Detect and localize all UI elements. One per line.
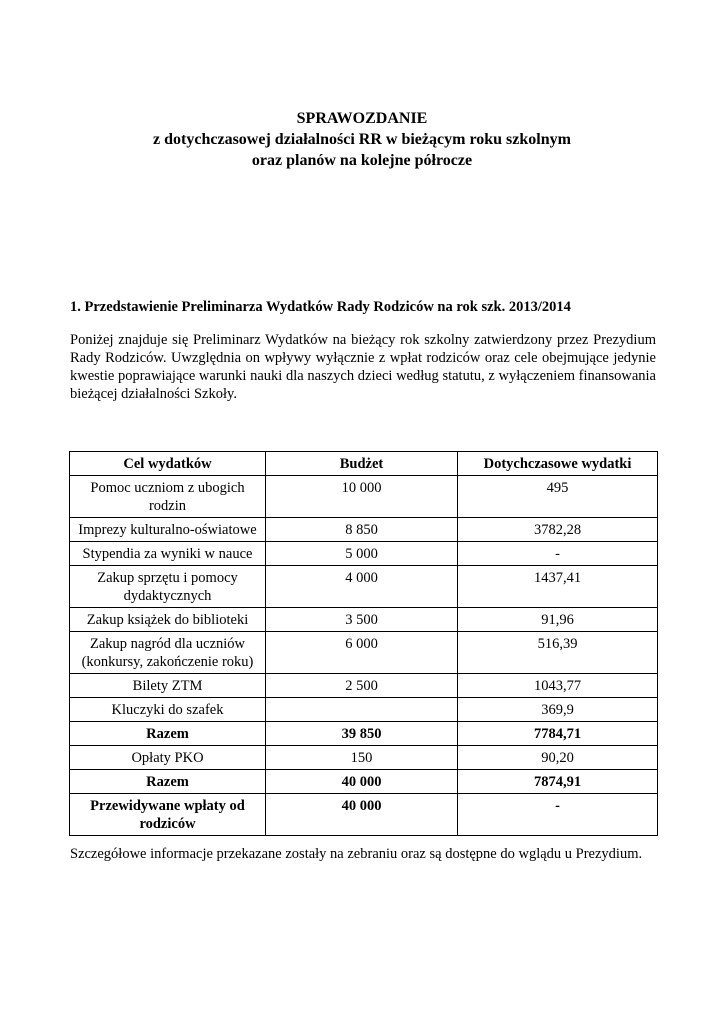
cell-spent: - <box>458 542 658 566</box>
cell-budget: 40 000 <box>266 794 458 836</box>
cell-spent: 7784,71 <box>458 722 658 746</box>
table-row <box>70 542 658 566</box>
cell-budget: 40 000 <box>266 770 458 794</box>
column-header-spent: Dotychczasowe wydatki <box>458 452 658 476</box>
cell-purpose: Imprezy kulturalno-oświatowe <box>70 518 266 542</box>
cell-purpose: Kluczyki do szafek <box>70 698 266 722</box>
cell-budget: 39 850 <box>266 722 458 746</box>
cell-spent: 90,20 <box>458 746 658 770</box>
expenses-table <box>69 451 658 836</box>
cell-budget: 4 000 <box>266 566 458 608</box>
table-row <box>70 608 658 632</box>
cell-purpose: Zakup książek do biblioteki <box>70 608 266 632</box>
column-header-budget: Budżet <box>266 452 458 476</box>
table-row <box>70 518 658 542</box>
title-line-1: SPRAWOZDANIE <box>296 110 428 127</box>
cell-spent: 495 <box>458 476 658 518</box>
cell-spent: 3782,28 <box>458 518 658 542</box>
cell-purpose: Bilety ZTM <box>70 674 266 698</box>
table-row <box>70 632 658 674</box>
intro-paragraph: Poniżej znajduje się Preliminarz Wydatków na bieżący rok szkolny zatwierdzony przez Prezydium Rady Rodziców. Uwzględnia on wpływy wyłącznie z wpłat rodziców oraz cele obejmujące jedynie kwestie poprawiające warunki nauki dla naszych dzieci według statutu, z wyłączeniem finansowania bieżącej działalności Szkoły. <box>70 332 656 402</box>
cell-spent: 1043,77 <box>458 674 658 698</box>
cell-spent: 1437,41 <box>458 566 658 608</box>
title-line-2: z dotychczasowej działalności RR w bieżącym roku szkolnym <box>153 131 571 148</box>
cell-budget: 10 000 <box>266 476 458 518</box>
cell-spent: 369,9 <box>458 698 658 722</box>
table-row <box>70 770 658 794</box>
table-header-row <box>70 452 658 476</box>
cell-budget: 8 850 <box>266 518 458 542</box>
title-line-3: oraz planów na kolejne półrocze <box>251 152 473 169</box>
table-row <box>70 794 658 836</box>
table-row <box>70 674 658 698</box>
cell-spent: 7874,91 <box>458 770 658 794</box>
table-row <box>70 746 658 770</box>
table-row <box>70 698 658 722</box>
cell-spent: - <box>458 794 658 836</box>
cell-budget: 2 500 <box>266 674 458 698</box>
cell-budget: 150 <box>266 746 458 770</box>
cell-purpose: Razem <box>70 770 266 794</box>
cell-purpose: Opłaty PKO <box>70 746 266 770</box>
cell-purpose: Stypendia za wyniki w nauce <box>70 542 266 566</box>
cell-budget: 5 000 <box>266 542 458 566</box>
document-title <box>0 108 724 171</box>
cell-purpose: Zakup sprzętu i pomocy dydaktycznych <box>70 566 266 608</box>
cell-purpose: Razem <box>70 722 266 746</box>
cell-spent: 91,96 <box>458 608 658 632</box>
expenses-table-container <box>69 451 657 836</box>
cell-budget: 3 500 <box>266 608 458 632</box>
footer-note: Szczegółowe informacje przekazane zostały na zebraniu oraz są dostępne do wglądu u Prezydium. <box>70 846 643 862</box>
table-body <box>70 476 658 836</box>
table-row <box>70 722 658 746</box>
table-row <box>70 476 658 518</box>
column-header-purpose: Cel wydatków <box>70 452 266 476</box>
table-row <box>70 566 658 608</box>
cell-budget <box>266 698 458 722</box>
cell-purpose: Pomoc uczniom z ubogich rodzin <box>70 476 266 518</box>
cell-purpose: Zakup nagród dla uczniów (konkursy, zakończenie roku) <box>70 632 266 674</box>
cell-spent: 516,39 <box>458 632 658 674</box>
cell-budget: 6 000 <box>266 632 458 674</box>
cell-purpose: Przewidywane wpłaty od rodziców <box>70 794 266 836</box>
section-heading: 1. Przedstawienie Preliminarza Wydatków Rady Rodziców na rok szk. 2013/2014 <box>70 299 571 315</box>
